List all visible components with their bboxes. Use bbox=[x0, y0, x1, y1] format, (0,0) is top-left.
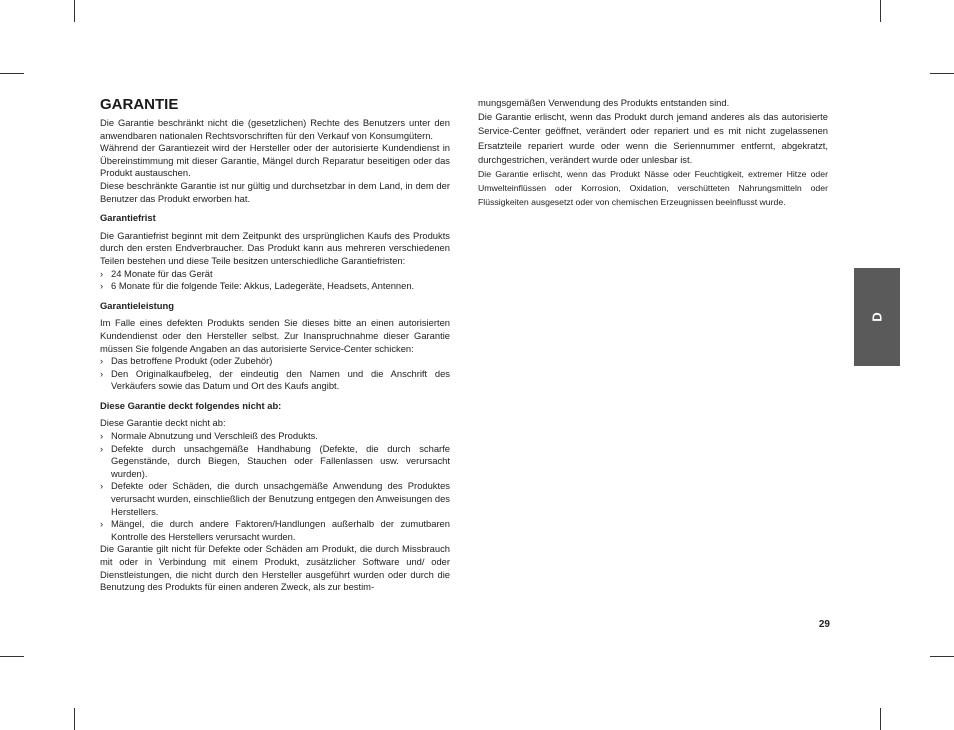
bullet-list bbox=[100, 355, 450, 393]
language-tab-letter: D bbox=[869, 312, 885, 322]
voiding-paragraph: Die Garantie erlischt, wenn das Produkt durch jemand anderes als das autorisierte Service-Center geöffnet, verändert oder repariert und es mit nicht zugelassenen Ersatzteile repariert wurde oder wenn die Seriennummer entfernt, abgekratzt, durchgestrichen, verändert wurde oder unlesbar ist. bbox=[478, 111, 828, 165]
bullet-list bbox=[100, 430, 450, 543]
section-heading: Garantieleistung bbox=[100, 299, 174, 311]
bullet-glyph: › bbox=[100, 442, 104, 454]
intro-paragraph: Die Garantie beschränkt nicht die (gesetzlichen) Rechte des Benutzers unter den anwendbaren nationalen Rechtsvorschriften für den Verkauf von Konsumgütern. bbox=[100, 117, 450, 141]
closing-paragraph: Die Garantie gilt nicht für Defekte oder Schäden am Produkt, die durch Missbrauch mit oder in Verbindung mit einem Produkt, zusätzlicher Software und/ oder Dienstleistungen, die nicht durch den Hersteller ausgeführt wurden oder durch die Benutzung des Produkts für einen anderen Zweck, als zur bestim- bbox=[100, 543, 450, 593]
crop-mark bbox=[0, 656, 24, 657]
right-column bbox=[478, 96, 828, 210]
list-item: › Den Originalkaufbeleg, der eindeutig den Namen und die Anschrift des Verkäufers sowie das Datum und Ort des Kaufs angibt. bbox=[100, 367, 450, 392]
crop-mark bbox=[930, 656, 954, 657]
list-item: › Das betroffene Produkt (oder Zubehör) bbox=[100, 355, 273, 367]
bullet-list bbox=[100, 268, 450, 293]
bullet-glyph: › bbox=[100, 367, 104, 379]
page-title: GARANTIE bbox=[100, 96, 179, 113]
page-number: 29 bbox=[818, 619, 830, 630]
crop-mark bbox=[880, 708, 881, 730]
crop-mark bbox=[880, 0, 881, 22]
section-warranty-service bbox=[100, 300, 450, 393]
language-tab bbox=[854, 268, 900, 366]
bullet-glyph: › bbox=[100, 430, 104, 442]
left-column bbox=[100, 96, 450, 594]
list-item: › Defekte oder Schäden, die durch unsachgemäße Anwendung des Produktes verursacht wurden, einschließlich der Benutzung entgegen den Anweisungen des Herstellers. bbox=[100, 480, 450, 517]
voiding-paragraph: Die Garantie erlischt, wenn das Produkt Nässe oder Feuchtigkeit, extremer Hitze oder Umwelteinflüssen oder Korrosion, Oxidation, verschütteten Nahrungsmitteln oder Flüssigkeiten ausgesetzt oder von chemischen Erzeugnissen beeinflusst wurde. bbox=[478, 169, 828, 208]
section-text: Die Garantiefrist beginnt mit dem Zeitpunkt des ursprünglichen Kaufs des Produkts durch den ersten Endverbraucher. Das Produkt kann aus mehreren verschiedenen Teilen bestehen und diese Teile besitzen unterschiedliche Garantiefristen: bbox=[100, 229, 450, 266]
list-item: › Mängel, die durch andere Faktoren/Handlungen außerhalb der zumutbaren Kontrolle des Herstellers verursacht wurden. bbox=[100, 518, 450, 542]
intro-paragraph: Während der Garantiezeit wird der Hersteller oder der autorisierte Kundendienst in Übereinstimmung mit dieser Garantie, Mängel durch Reparatur beseitigen oder das Produkt austauschen. bbox=[100, 142, 450, 179]
crop-mark bbox=[930, 73, 954, 74]
crop-mark bbox=[0, 73, 24, 74]
intro-paragraph: Diese beschränkte Garantie ist nur gültig und durchsetzbar in dem Land, in dem der Benutzer das Produkt erworben hat. bbox=[100, 179, 450, 204]
section-text: Im Falle eines defekten Produkts senden Sie dieses bitte an einen autorisierten Kundendienst oder den Hersteller selbst. Zur Inanspruchnahme dieser Garantie müssen Sie folgende Angaben an das autorisierte Service-Center schicken: bbox=[100, 317, 450, 354]
bullet-glyph: › bbox=[100, 518, 104, 530]
section-warranty-period bbox=[100, 212, 450, 293]
bullet-glyph: › bbox=[100, 280, 104, 292]
list-item: › 6 Monate für die folgende Teile: Akkus, Ladegeräte, Headsets, Antennen. bbox=[100, 280, 415, 292]
crop-mark bbox=[74, 708, 75, 730]
section-exclusions bbox=[100, 400, 450, 544]
bullet-glyph: › bbox=[100, 355, 104, 367]
list-item: › Normale Abnutzung und Verschleiß des Produkts. bbox=[100, 430, 318, 442]
list-item: › Defekte durch unsachgemäße Handhabung (Defekte, die durch scharfe Gegenstände, durch Biegen, Stauchen oder Fallenlassen usw. verursacht wurden). bbox=[100, 442, 450, 479]
continued-paragraph: mungsgemäßen Verwendung des Produkts entstanden sind. bbox=[478, 97, 730, 108]
section-heading: Garantiefrist bbox=[100, 212, 156, 224]
section-heading: Diese Garantie deckt folgendes nicht ab: bbox=[100, 399, 282, 411]
section-text: Diese Garantie deckt nicht ab: bbox=[100, 417, 226, 429]
bullet-glyph: › bbox=[100, 480, 104, 492]
list-item: › 24 Monate für das Gerät bbox=[100, 267, 213, 279]
crop-mark bbox=[74, 0, 75, 22]
bullet-glyph: › bbox=[100, 267, 104, 279]
